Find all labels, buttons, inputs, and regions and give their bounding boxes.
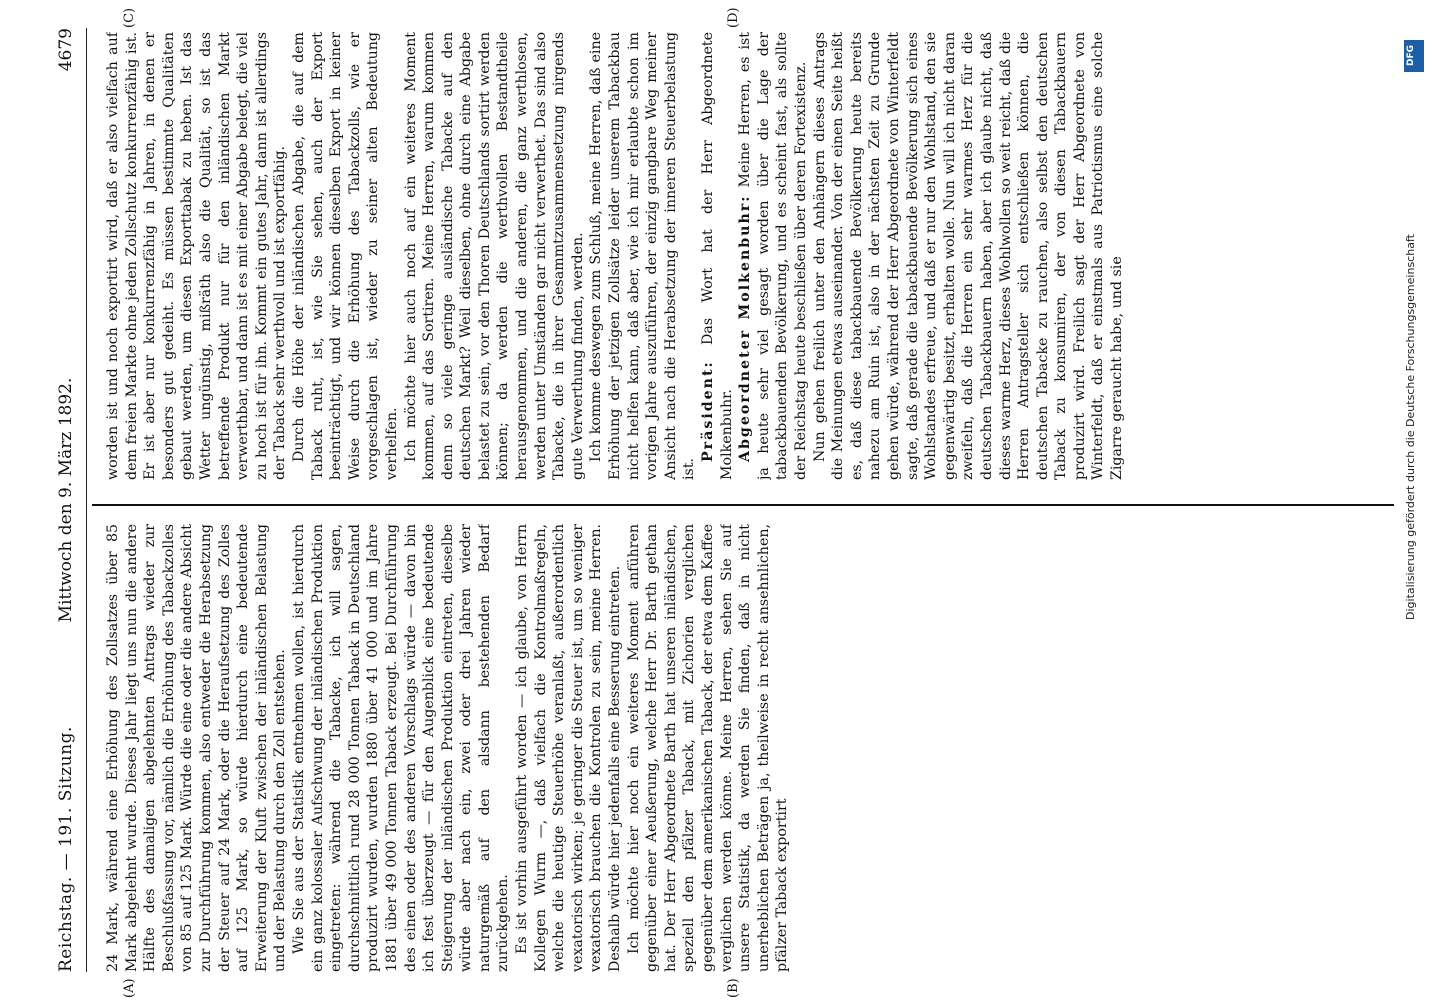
page-number: 4679: [56, 28, 76, 72]
speaker-paragraph: [736, 32, 810, 480]
paragraph: 24 Mark, während eine Erhöhung des Zollsatzes über 85 Mark abgelehnt wurde. Dieses Jahr liegt uns nun die andere Hälfte des damaligen abgelehnten Antrags wieder zur Beschlußfassung vor, nämlich die Erhöhung des Tabackzolles von 85 auf 125 Mark. Würde die eine oder die andere Absicht zur Durchführung kommen, also entweder die Herabsetzung der Steuer auf 24 Mark, oder die Heraufsetzung des Zolles auf 125 Mark, so würde hierdurch eine bedeutende Erweiterung der Kluft zwischen der inländischen Belastung und der Belastung durch den Zoll entstehen.: [105, 524, 289, 972]
margin-marker-c: (C): [122, 7, 137, 28]
header-rule: [86, 28, 87, 972]
speaker-label: Präsident:: [700, 360, 716, 462]
paragraph: Durch die Höhe der inländischen Abgabe, die auf dem Taback ruht, ist, wie Sie sehen, auch der Export beeinträchtigt, und wir können dieselben Export in keiner Weise durch die Erhöhung des Tabackzolls, wie er vorgeschlagen ist, wieder zu seiner alten Bedeutung verhelfen.: [290, 32, 400, 480]
page-header: [26, 28, 90, 972]
page-content: [26, 0, 1406, 1000]
dfg-logo: [1404, 40, 1424, 72]
paragraph: Ich möchte hier noch ein weiteres Moment anführen gegenüber einer Aeußerung, welche Herr Dr. Barth gethan hat. Der Herr Abgeordnete Barth hat unseren inländischen, speziell den pfälzer Taback, mit Zichorien verglichen gegenüber dem amerikanischen Taback, der etwa dem Kaffee verglichen werden könne. Meine Herren, sehen Sie auf unsere Statistik, da werden Sie finden, daß in nicht unerheblichen Beträgen ja, theilweise in recht ansehnlichen, pfälzer Taback exportirt: [625, 524, 791, 972]
paragraph: Ich möchte hier auch noch auf ein weiteres Moment kommen, auf das Sortiren. Meine Herren, warum kommen denn so viele geringe ausländische Tabacke auf den deutschen Markt? Weil dieselben, ohne durch eine Abgabe belastet zu sein, vor den Thoren Deutschlands sortirt werden können; da werden die werthvollen Bestandtheile herausgenommen, und die anderen, die ganz werthlosen, werden unter Umständen gar nicht verwerthet. Das sind also Tabacke, die in ihrer Gesammtzusammensetzung nirgends gute Verwerthung finden, werden.: [402, 32, 586, 480]
margin-marker-d: (D): [726, 7, 741, 28]
speaker-text: Meine Herren, es ist ja heute sehr viel gesagt worden über die Lage der tabackbauenden Bevölkerung, und es scheint fast, als sollte der Reichstag heute beschließen über deren Fortexistenz.: [737, 32, 809, 480]
right-column: [104, 32, 1386, 480]
left-column: [104, 524, 1386, 972]
speaker-label: Abgeordneter Molkenbuhr:: [737, 194, 754, 462]
header-date: Mittwoch den 9. März 1892.: [56, 377, 76, 623]
paragraph: Es ist vorhin ausgeführt worden — ich glaube, von Herrn Kollegen Wurm —, daß vielfach die Kontrolmaßregeln, welche die heutige Steuerhöhe veranlaßt, außerordentlich vexatorisch wirken; je geringer die Steuer ist, um so weniger vexatorisch brauchen die Kontrolen zu sein, meine Herren. Deshalb würde hier jedenfalls eine Besserung eintreten.: [514, 524, 624, 972]
margin-marker-b: (B): [726, 978, 741, 998]
paragraph: worden ist und noch exportirt wird, daß er also vielfach auf dem freien Markte ohne jeden Zollschutz konkurrenzfähig ist. Er ist aber nur konkurrenzfähig in Jahren, in denen er besonders gut gedeiht. Es müssen bestimmte Qualitäten gebaut werden, um diesen Exporttabak zu heben. Ist das Wetter ungünstig, mißräth also die Qualität, so ist das betreffende Produkt nur für den inländischen Markt verwerthbar, und dann ist es mit einer Abgabe belegt, die viel zu hoch ist für ihn. Kommt ein gutes Jahr, dann ist allerdings der Taback sehr werthvoll und ist exportfähig.: [105, 32, 289, 480]
speaker-paragraph: [699, 32, 736, 480]
paragraph: Wie Sie aus der Statistik entnehmen wollen, ist hierdurch ein ganz kolossaler Aufschwung der inländischen Produktion eingetreten: während die Tabacke, ich will sagen, durchschnittlich rund 28 000 Tonnen Taback in Deutschland produzirt wurden, wurden 1880 über 41 000 und im Jahre 1881 über 49 000 Tonnen Taback erzeugt. Bei Durchführung des einen oder des anderen Vorschlags würde — davon bin ich fest überzeugt — für den Augenblick eine bedeutende Steigerung der inländischen Produktion eintreten, dieselbe würde aber nach ein, zwei oder drei Jahren wieder naturgemäß auf den alsdann bestehenden Bedarf zurückgehen.: [290, 524, 512, 972]
dfg-logo-text: DFG: [1406, 44, 1416, 66]
speaker-text: Das Wort hat der Herr Abgeordnete Molkenbuhr.: [700, 32, 735, 480]
paragraph: Ich komme deswegen zum Schluß, meine Herren, daß eine Erhöhung der jetzigen Zollsätze leider unserem Tabackbau nicht helfen kann, daß aber, wie ich mir erlaubte schon im vorigen Jahre auszuführen, der einzig gangbare Weg meiner Ansicht nach die Herabsetzung der inneren Steuerbelastung ist.: [588, 32, 698, 480]
column-divider: [92, 504, 1394, 506]
margin-marker-a: (A): [122, 978, 137, 998]
header-session: Reichstag. — 191. Sitzung.: [56, 726, 76, 972]
paragraph: Nun gehen freilich unter den Anhängern dieses Antrags die Meinungen etwas auseinander. Von der einen Seite heißt es, daß diese tabackbauende Bevölkerung heute bereits nahezu am Ruin ist, also in der nächsten Zeit zu Grunde gehen würde, während der Herr Abgeordnete von Winterfeldt sagte, daß gerade die tabackbauende Bevölkerung sich eines Wohlstandes erfreue, und daß er nur den Wohlstand, den sie gegenwärtig besitzt, erhalten wolle. Nun will ich nicht daran zweifeln, daß die Herren ein sehr warmes Herz für die deutschen Tabackbauern haben, aber ich glaube nicht, daß dieses warme Herz, dieses Wohlwollen so weit reicht, daß die Herren Antragsteller sich entschließen können, die deutschen Tabacke zu rauchen, also selbst den deutschen Taback zu konsumiren, der von diesen Tabackbauern produzirt wird. Freilich sagt der Herr Abgeordnete von Winterfeldt, daß er einstmals aus Patriotismus eine solche Zigarre geraucht habe, und sie: [811, 32, 1126, 480]
digitization-credit: Digitalisierung gefördert durch die Deutsche Forschungsgemeinschaft: [1404, 234, 1417, 620]
